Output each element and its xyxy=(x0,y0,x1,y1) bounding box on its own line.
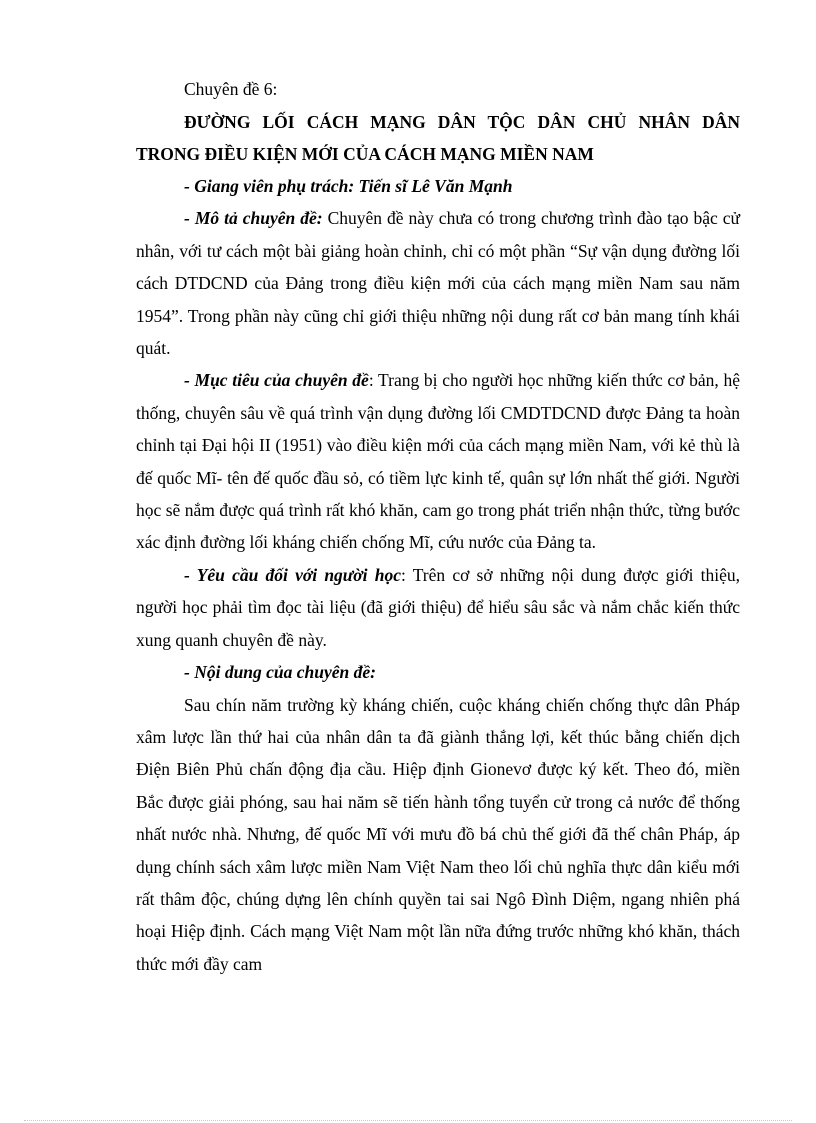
content-label: - Nội dung của chuyên đề: xyxy=(184,662,377,683)
requirement-paragraph xyxy=(136,559,740,656)
body-paragraph: Sau chín năm trường kỳ kháng chiến, cuộc kháng chiến chống thực dân Pháp xâm lược lần thứ hai của nhân dân ta đã giành thắng lợi, kết thúc bằng chiến dịch Điện Biên Phủ chấn động địa cầu. Hiệp định Gionevơ được ký kết. Theo đó, miền Bắc được giải phóng, sau hai năm sẽ tiến hành tổng tuyển cử trong cả nước để thống nhất nước nhà. Nhưng, đế quốc Mĩ với mưu đồ bá chủ thế giới đã thế chân Pháp, áp dụng chính sách xâm lược miền Nam Việt Nam theo lối chủ nghĩa thực dân kiểu mới rất thâm độc, chúng dựng lên chính quyền tai sai Ngô Đình Diệm, ngang nhiên phá hoại Hiệp định. Cách mạng Việt Nam một lần nữa đứng trước những khó khăn, thách thức mới đầy cam xyxy=(136,694,740,974)
page-bottom-divider xyxy=(24,1120,792,1121)
description-text: Chuyên đề này chưa có trong chương trình đào tạo bậc cử nhân, với tư cách một bài giảng hoàn chỉnh, chỉ có một phần “Sự vận dụng đường lối cách DTDCND của Đảng trong điều kiện mới của cách mạng miền Nam sau năm 1954”. Trong phần này cũng chỉ giới thiệu những nội dung rất cơ bản mang tính khái quát. xyxy=(136,208,740,359)
objective-label: - Mục tiêu của chuyên đề xyxy=(184,370,369,391)
objective-paragraph xyxy=(136,364,740,558)
requirement-label: - Yêu cầu đối với người học xyxy=(184,564,401,585)
document-body xyxy=(136,72,740,980)
title-line-2: TRONG ĐIỀU KIỆN MỚI CỦA CÁCH MẠNG MIỀN NAM xyxy=(136,144,594,164)
description-label: - Mô tả chuyên đề: xyxy=(184,208,323,229)
topic-label: Chuyên đề 6: xyxy=(184,79,278,99)
requirement-text: : Trên cơ sở những nội dung được giới thiệu, người học phải tìm đọc tài liệu (đã giới thiệu) để hiểu sâu sắc và nắm chắc kiến thức xung quanh chuyên đề này. xyxy=(136,564,740,650)
objective-text: : Trang bị cho người học những kiến thức cơ bản, hệ thống, chuyên sâu về quá trình vận dụng đường lối CMDTDCND được Đảng ta hoàn chỉnh tại Đại hội II (1951) vào điều kiện mới của cách mạng miền Nam, với kẻ thù là đế quốc Mĩ- tên đế quốc đầu sỏ, có tiềm lực kinh tế, quân sự lớn nhất thế giới. Người học sẽ nắm được quá trình rất khó khăn, cam go trong phát triển nhận thức, từng bước xác định đường lối kháng chiến chống Mĩ, cứu nước của Đảng ta. xyxy=(136,370,740,553)
lecturer-line: - Giang viên phụ trách: Tiến sĩ Lê Văn Mạnh xyxy=(184,176,513,196)
description-paragraph xyxy=(136,202,740,364)
title-line-1: ĐƯỜNG LỐI CÁCH MẠNG DÂN TỘC DÂN CHỦ NHÂN DÂN xyxy=(184,112,740,132)
